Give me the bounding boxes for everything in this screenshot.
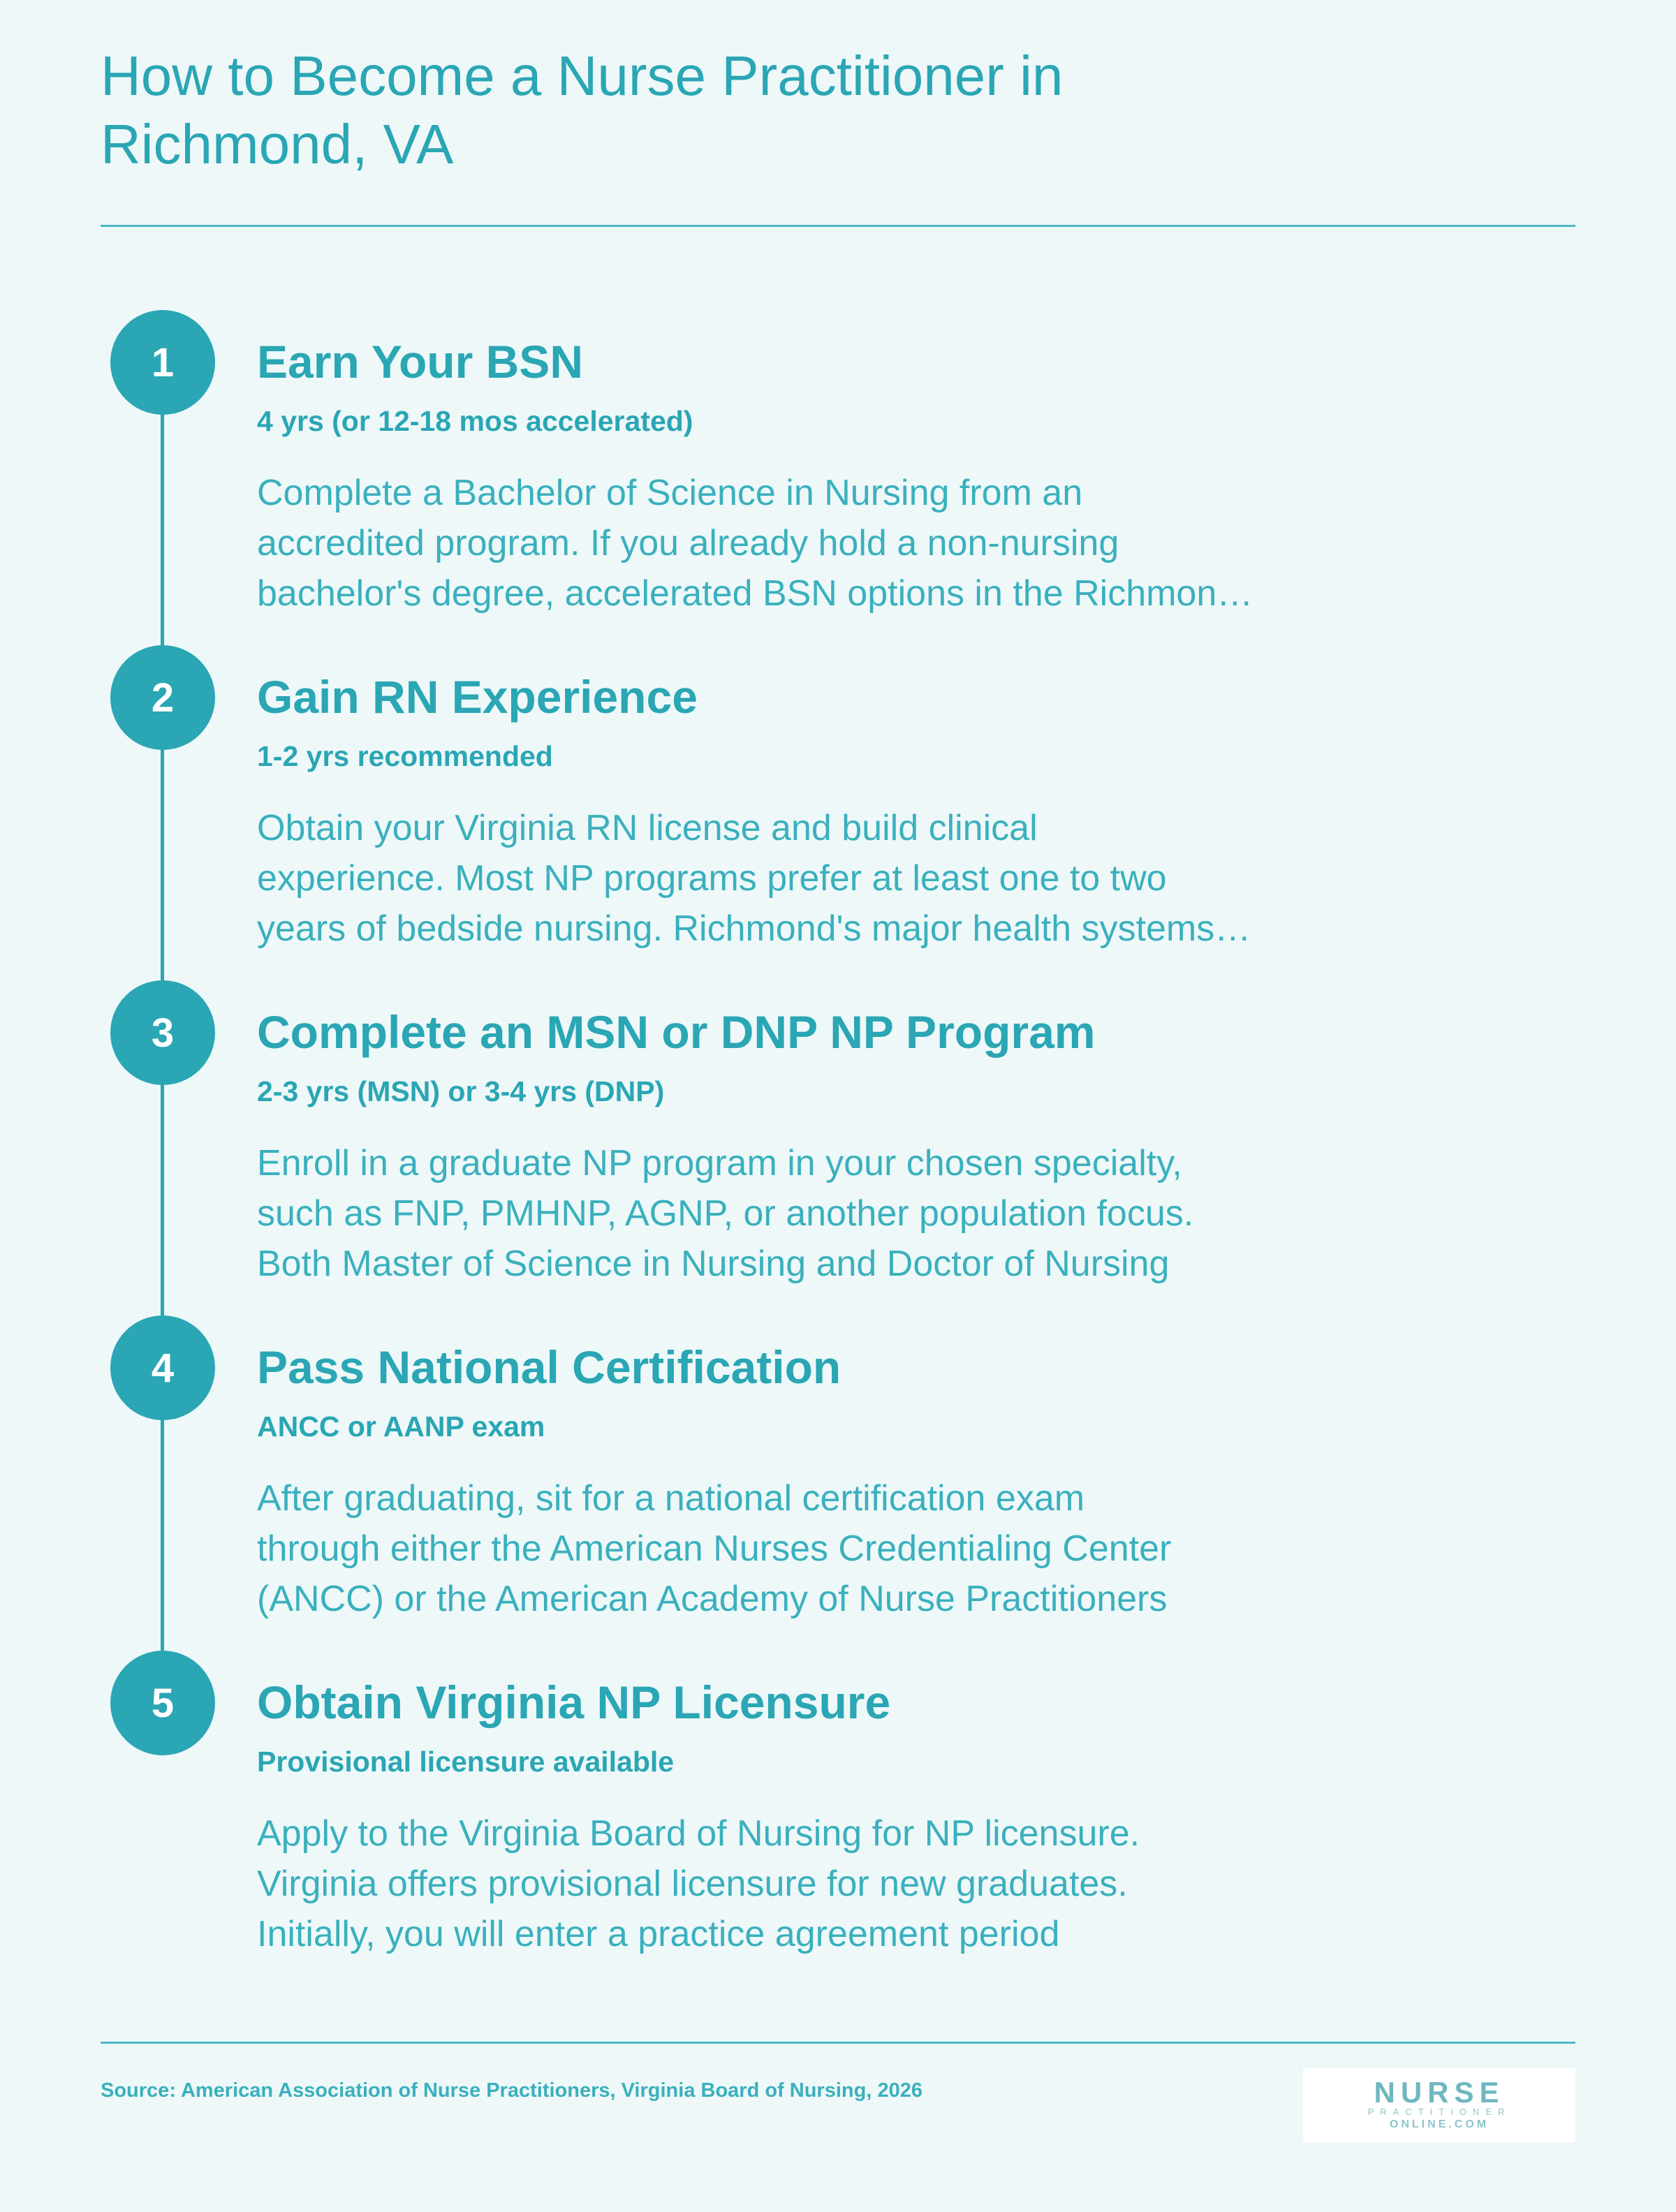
step-duration: 2-3 yrs (MSN) or 3-4 yrs (DNP) bbox=[257, 1075, 665, 1107]
step-description-line: such as FNP, PMHNP, AGNP, or another population focus. bbox=[257, 1193, 1194, 1234]
source-citation: Source: American Association of Nurse Practitioners, Virginia Board of Nursing, 2026 bbox=[101, 2079, 922, 2102]
step-description-line: experience. Most NP programs prefer at least one to two bbox=[257, 858, 1167, 899]
step-duration: 1-2 yrs recommended bbox=[257, 740, 553, 772]
logo-wordmark: NURSE bbox=[1374, 2076, 1505, 2109]
step-description-line: Enroll in a graduate NP program in your chosen specialty, bbox=[257, 1143, 1182, 1184]
step-duration: 4 yrs (or 12-18 mos accelerated) bbox=[257, 405, 693, 437]
step-description-line: bachelor's degree, accelerated BSN options in the Richmon… bbox=[257, 573, 1254, 614]
step-title: Pass National Certification bbox=[257, 1341, 841, 1393]
step-description bbox=[257, 1808, 1346, 1959]
step-number-badge: 3 bbox=[110, 980, 215, 1085]
bottom-divider bbox=[101, 2042, 1575, 2044]
step-description-line: Obtain your Virginia RN license and build clinical bbox=[257, 808, 1038, 848]
step-title: Complete an MSN or DNP NP Program bbox=[257, 1006, 1096, 1058]
step-title: Earn Your BSN bbox=[257, 336, 583, 388]
step-number-badge: 1 bbox=[110, 310, 215, 415]
step-description bbox=[257, 1138, 1346, 1289]
step-description bbox=[257, 803, 1346, 954]
step-number-badge: 2 bbox=[110, 645, 215, 750]
step-2 bbox=[0, 645, 1676, 973]
step-4 bbox=[0, 1315, 1676, 1644]
step-number-badge: 4 bbox=[110, 1315, 215, 1420]
page-title-line-2: Richmond, VA bbox=[101, 113, 454, 175]
step-title: Obtain Virginia NP Licensure bbox=[257, 1676, 891, 1728]
step-description-line: Initially, you will enter a practice agreement period bbox=[257, 1914, 1060, 1954]
step-description bbox=[257, 1473, 1346, 1624]
step-description-line: accredited program. If you already hold a non-nursing bbox=[257, 523, 1119, 563]
step-description-line: Both Master of Science in Nursing and Doctor of Nursing bbox=[257, 1244, 1170, 1284]
step-duration: ANCC or AANP exam bbox=[257, 1410, 545, 1443]
step-3 bbox=[0, 980, 1676, 1308]
step-description-line: After graduating, sit for a national certification exam bbox=[257, 1478, 1085, 1519]
page-title bbox=[101, 42, 1288, 179]
step-duration: Provisional licensure available bbox=[257, 1746, 675, 1778]
logo-subline: PRACTITIONER bbox=[1367, 2107, 1511, 2117]
step-description-line: (ANCC) or the American Academy of Nurse Practitioners bbox=[257, 1579, 1168, 1619]
page-title-line-1: How to Become a Nurse Practitioner in bbox=[101, 45, 1064, 107]
step-number-badge: 5 bbox=[110, 1651, 215, 1755]
step-5 bbox=[0, 1651, 1676, 1979]
step-description-line: through either the American Nurses Credentialing Center bbox=[257, 1528, 1172, 1569]
step-title: Gain RN Experience bbox=[257, 671, 698, 723]
nurse-practitioner-online-logo bbox=[1303, 2068, 1575, 2142]
step-description-line: Apply to the Virginia Board of Nursing for NP licensure. bbox=[257, 1813, 1140, 1854]
step-1 bbox=[0, 310, 1676, 638]
step-description-line: Complete a Bachelor of Science in Nursing from an bbox=[257, 473, 1083, 513]
logo-domain: ONLINE.COM bbox=[1389, 2118, 1490, 2130]
step-description bbox=[257, 468, 1346, 619]
step-description-line: years of bedside nursing. Richmond's major health systems… bbox=[257, 908, 1251, 949]
step-description-line: Virginia offers provisional licensure for new graduates. bbox=[257, 1864, 1128, 1904]
top-divider bbox=[101, 225, 1575, 227]
